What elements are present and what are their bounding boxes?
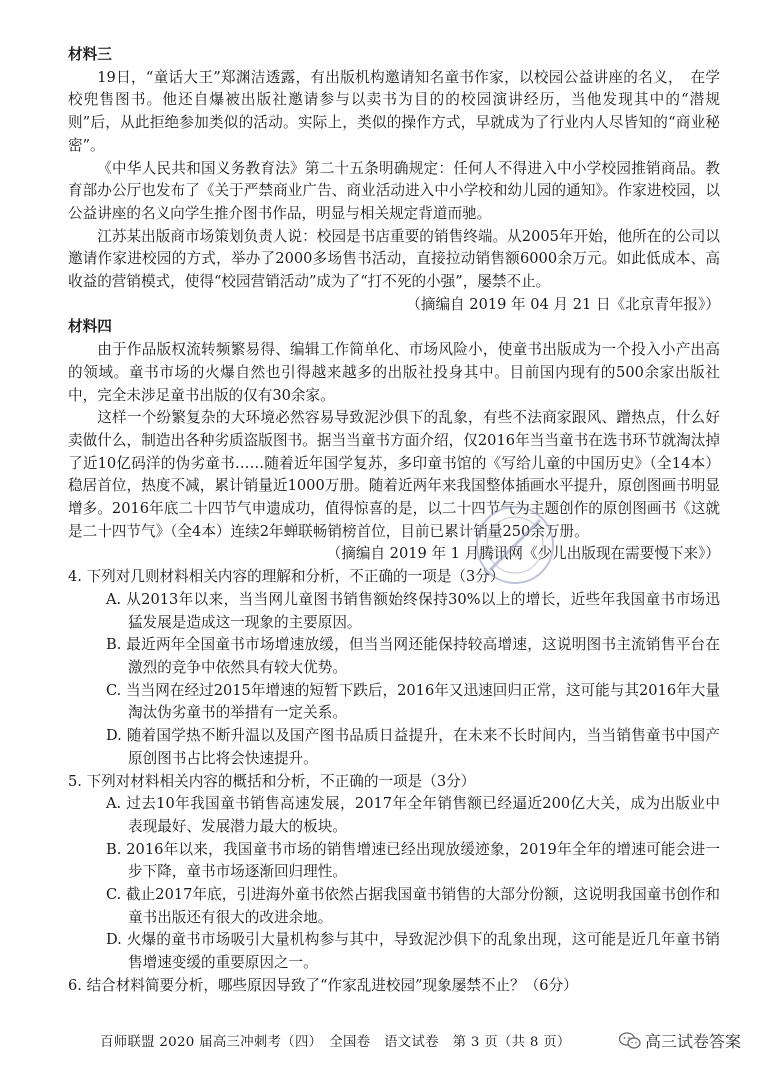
option-d: D. 随着国学热不断升温以及国产图书品质日益提升，在未来不长时间内，当当销售童书中国产原创图书占比将会快速提升。 xyxy=(106,727,720,767)
wechat-account-label: 高三试卷答案 xyxy=(644,1032,741,1051)
wechat-account-badge xyxy=(619,1029,741,1052)
material-3-heading: 材料三 xyxy=(68,46,112,63)
option-d: D. 火爆的童书市场吸引大量机构参与其中，导致泥沙俱下的乱象出现，这可能是近几年童书销售增速变缓的重要原因之一。 xyxy=(106,931,720,972)
material-4-paragraph-2: 这样一个纷繁复杂的大环境必然容易导致泥沙俱下的乱象，有些不法商家跟风、蹭热点，什么好卖做什么，制造出各种劣质盗版图书。据当当童书方面介绍，仅2016年当当童书在选书环节就淘汰掉了近10亿码洋的伪劣童书……随着近年国学复苏，多印童书馆的《写给儿童的中国历史》（全14本）稳居首位，热度不减，累计销量近1000万册。随着近两年来我国整体插画水平提升，原创图画书明显增多。2016年底二十四节气申遗成功，值得惊喜的是，以二十四节气为主题创作的原创图画书《这就是二十四节气》（全4本）连续2年蝉联畅销榜首位，目前已累计销量250余万册。 xyxy=(68,409,720,540)
material-3-paragraph-1: 19日，“童话大王”郑渊洁透露，有出版机构邀请知名童书作家，以校园公益讲座的名义， 在学校兜售图书。他还自爆被出版社邀请参与以卖书为目的的校园演讲经历，当他发现其中的“潜规则”后，从此拒绝参加类似的活动。实际上，类似的操作方式，早就成为了行业内人尽皆知的“商业秘密”。 xyxy=(68,68,720,154)
exam-page xyxy=(68,44,720,998)
wechat-icon xyxy=(619,1032,641,1050)
question-stem: 4. 下列对几则材料相关内容的理解和分析，不正确的一项是（3分） xyxy=(68,568,505,586)
option-c: C. 当当网在经过2015年增速的短暂下跌后，2016年又迅速回归正常，这可能与其2016年大量淘汰伪劣童书的举措有一定关系。 xyxy=(106,681,720,722)
option-c: C. 截止2017年底，引进海外童书依然占据我国童书销售的大部分份额，这说明我国童书创作和童书出版还有很大的改进余地。 xyxy=(106,886,720,926)
material-3-paragraph-3: 江苏某出版商市场策划负责人说：校园是书店重要的销售终端。从2005年开始，他所在的公司以邀请作家进校园的方式，举办了2000多场售书活动，直接拉动销售额6000余万元。如此低成本、高收益的营销模式，使得“校园营销活动”成为了“打不死的小强”，屡禁不止。 xyxy=(68,227,720,291)
material-4-heading: 材料四 xyxy=(68,318,112,336)
material-3-paragraph-2: 《中华人民共和国义务教育法》第二十五条明确规定：任何人不得进入中小学校园推销商品。教育部办公厅也发布了《关于严禁商业广告、商业活动进入中小学校和幼儿园的通知》。作家进校园，以公益讲座的名义向学生推介图书作品，明显与相关规定背道而驰。 xyxy=(68,159,720,222)
material-4-paragraph-1: 由于作品版权流转频繁易得、编辑工作简单化、市场风险小，使童书出版成为一个投入小产出高的领域。童书市场的火爆自然也引得越来越多的出版社投身其中。目前国内现有的500余家出版社中，完全未涉足童书出版的仅有30余家。 xyxy=(68,341,720,404)
question-stem: 5. 下列对材料相关内容的概括和分析，不正确的一项是（3分） xyxy=(68,772,476,790)
page-footer: 百师联盟 2020 届高三冲刺考（四） 全国卷 语文试卷 第 3 页（共 8 页） xyxy=(100,1035,571,1050)
question-6 xyxy=(68,975,720,998)
option-a: A. 过去10年我国童书销售高速发展，2017年全年销售额已经逼近200亿大关，成为出版业中表现最好、发展潜力最大的板块。 xyxy=(106,795,720,835)
question-5 xyxy=(68,771,720,975)
material-4-source: （摘编自 2019 年 1 月腾讯网《少儿出版现在需要慢下来》） xyxy=(326,545,720,563)
option-b: B. 最近两年全国童书市场增速放缓，但当当网还能保持较高增速，这说明图书主流销售平台在激烈的竞争中依然具有较大优势。 xyxy=(106,636,720,676)
question-stem: 6. 结合材料简要分析，哪些原因导致了“作家乱进校园”现象屡禁不止？（6分） xyxy=(68,976,578,994)
option-b: B. 2016年以来，我国童书市场的销售增速已经出现放缓迹象，2019年全年的增速可能会进一步下降，童书市场逐渐回归理性。 xyxy=(106,840,720,881)
material-3-source: （摘编自 2019 年 04 月 21 日《北京青年报》） xyxy=(406,295,720,313)
question-4 xyxy=(68,566,720,770)
option-a: A. 从2013年以来，当当网儿童图书销售额始终保持30%以上的增长，近些年我国童书市场迅猛发展是造成这一现象的主要原因。 xyxy=(106,590,720,631)
stamp-watermark-icon xyxy=(470,500,560,590)
